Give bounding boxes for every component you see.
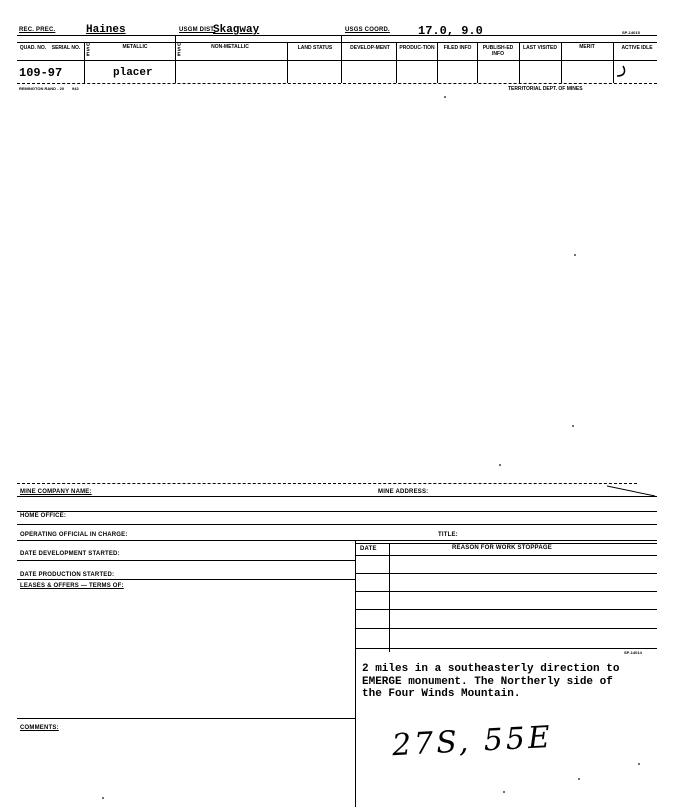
printer-imprint: REMINGTON RAND - 20 (19, 86, 65, 91)
territorial-dept: TERRITORIAL DEPT. OF MINES (508, 86, 583, 92)
speck (578, 778, 580, 780)
col-header-merit: MERIT (579, 44, 595, 50)
col-divider (341, 35, 342, 83)
usgs-coord-label: USGS COORD. (345, 27, 390, 33)
stoppage-date-header: DATE (360, 546, 377, 552)
col-header-nonmetallic: NON-METALLIC (211, 44, 249, 50)
stoppage-row-rule (355, 591, 657, 592)
col-header-land-status: LAND STATUS (297, 45, 333, 51)
stoppage-bottom-rule (355, 648, 657, 649)
active-idle-mark (614, 64, 628, 80)
quad-serial-value: 109-97 (19, 66, 63, 80)
metallic-value: placer (113, 67, 153, 79)
location-note-line: the Four Winds Mountain. (362, 688, 521, 700)
speck (499, 464, 501, 466)
date-development-label: DATE DEVELOPMENT STARTED: (20, 551, 120, 557)
stoppage-left-border (355, 540, 356, 652)
stoppage-row-rule (355, 609, 657, 610)
col-header-serial: SERIAL NO. (51, 45, 81, 51)
usgs-dist-value: Skagway (213, 24, 260, 36)
rule (355, 543, 657, 544)
speck (574, 254, 576, 256)
rule (17, 579, 355, 580)
usgs-coord-value: 17.0, 9.0 (418, 24, 483, 38)
col-divider (84, 42, 85, 83)
rule (17, 540, 657, 541)
col-divider (175, 35, 176, 83)
rule (17, 524, 657, 525)
comments-label: COMMENTS: (20, 725, 59, 731)
speck (572, 425, 574, 427)
comments-divider (355, 652, 356, 807)
col-header-quad: QUAD. NO. (19, 45, 47, 51)
rule (17, 511, 657, 512)
operating-official-label: OPERATING OFFICIAL IN CHARGE: (20, 532, 128, 538)
form-number-2: SP-14014 (624, 650, 642, 655)
col-header-use-metallic: U S E (86, 42, 90, 58)
lower-dashed-rule (17, 483, 637, 484)
col-divider (519, 42, 520, 83)
date-production-label: DATE PRODUCTION STARTED: (20, 572, 115, 578)
rec-prec-label: REC. PREC. (19, 27, 56, 33)
rule (17, 496, 657, 497)
speck (638, 763, 640, 765)
col-header-filed-info: FILED INFO (443, 45, 472, 51)
speck (444, 96, 446, 98)
stoppage-row-rule (355, 555, 657, 556)
stoppage-row-rule (355, 573, 657, 574)
col-divider (477, 42, 478, 83)
location-note (362, 663, 619, 701)
location-note-line: 2 miles in a southeasterly direction to (362, 663, 620, 675)
stoppage-row-rule (355, 628, 657, 629)
col-header-development: DEVELOP-MENT (350, 45, 390, 51)
home-office-label: HOME OFFICE: (20, 513, 67, 519)
mine-company-label: MINE COMPANY NAME: (20, 489, 92, 495)
col-header-metallic: METALLIC (122, 44, 148, 50)
leases-label: LEASES & OFFERS — TERMS OF: (20, 583, 124, 589)
speck (102, 797, 104, 799)
col-header-active-idle: ACTIVE IDLE (621, 45, 653, 51)
speck (503, 791, 505, 793)
col-divider (561, 42, 562, 83)
col-divider (287, 42, 288, 83)
col-header-use-nonmetallic: U S E (177, 42, 181, 58)
usgs-dist-label: USGM DIST. (179, 27, 216, 33)
rule (17, 560, 355, 561)
col-divider (396, 42, 397, 83)
title-label: TITLE: (438, 532, 458, 538)
location-note-line: EMERGE monument. The Northerly side of (362, 675, 613, 688)
col-divider (437, 42, 438, 83)
col-header-production: PRODUC-TION (399, 45, 435, 51)
record-bottom-rule (17, 83, 657, 84)
stoppage-date-divider (389, 543, 390, 652)
form-number: SP-14015 (622, 30, 640, 35)
mine-address-label: MINE ADDRESS: (378, 489, 429, 495)
comments-top-rule (17, 718, 355, 719)
handwritten-township: 27S, 55E (391, 719, 554, 764)
stoppage-reason-header: REASON FOR WORK STOPPAGE (452, 545, 552, 551)
rec-prec-value: Haines (86, 24, 126, 36)
printer-code: 942 (72, 86, 79, 91)
col-header-published-info: PUBLISH-ED INFO (482, 45, 514, 57)
col-header-last-visited: LAST VISITED (523, 45, 557, 51)
